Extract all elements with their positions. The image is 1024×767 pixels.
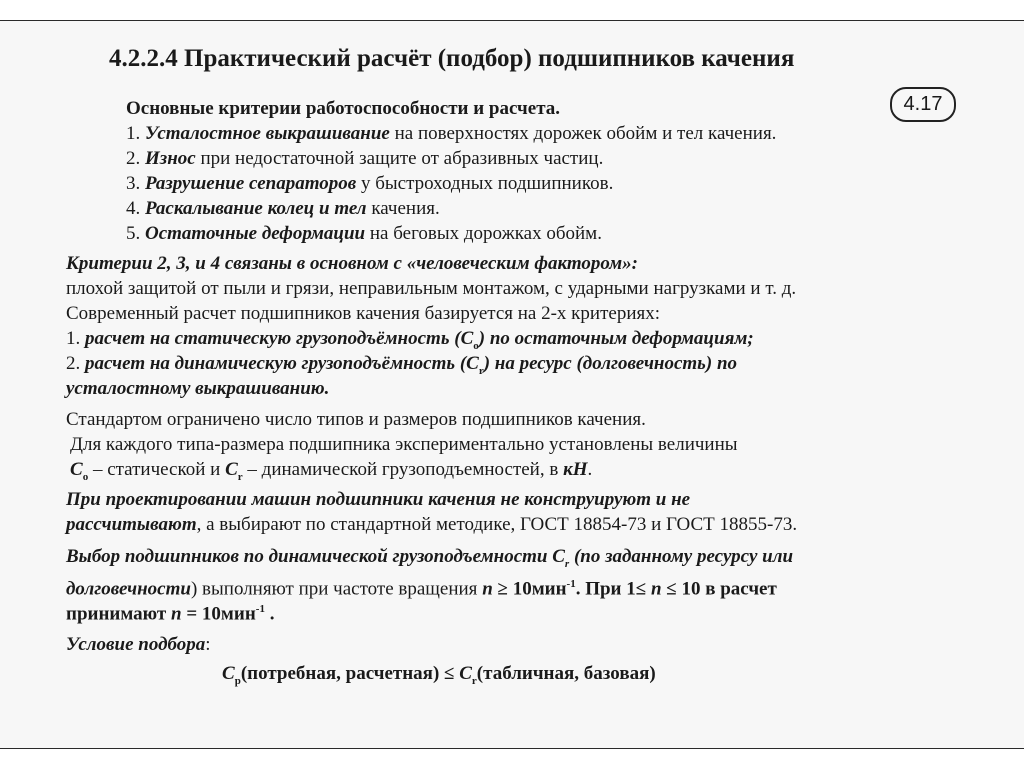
text: (потребная, расчетная) ≤ (240, 663, 460, 684)
design-text-2 (66, 514, 797, 536)
superscript: -1 (255, 603, 265, 615)
modern-calc-intro: Современный расчет подшипников качения базируется на 2-х критериях: (66, 303, 661, 324)
criteria-item (126, 148, 603, 170)
selection-text-2 (66, 573, 777, 600)
selection-text-3 (66, 598, 274, 625)
item-number: 4. (126, 198, 145, 219)
slide-number-badge: 4.17 (890, 87, 956, 122)
criteria-heading: Основные критерии работоспособности и расчета. (126, 98, 561, 119)
text: ≥ 10мин (492, 578, 567, 600)
text: : (205, 634, 211, 655)
item-term: Разрушение сепараторов (145, 173, 357, 194)
symbol-subscript: r (471, 674, 477, 687)
criteria-item (126, 173, 613, 195)
human-factor-heading: Критерии 2, 3, и 4 связаны в основном с «человеческим фактором»: (66, 253, 639, 274)
criteria-item (126, 198, 440, 220)
item-term: Раскалывание колец и тел (145, 198, 367, 219)
text: долговечности (66, 578, 191, 600)
criteria-item (126, 223, 602, 245)
text: ≤ 10 в расчет (661, 578, 777, 600)
item-number: 2. (66, 353, 85, 374)
item-number: 1. (126, 123, 145, 144)
symbol-subscript: r (564, 557, 570, 570)
text: – динамической грузоподъемностей, в (242, 459, 564, 480)
symbol-c: C (459, 663, 472, 684)
item-text: расчет на статическую грузоподъёмность ( (85, 328, 461, 349)
item-number: 5. (126, 223, 145, 244)
symbol-subscript: o (82, 470, 89, 483)
item-term: Усталостное выкрашивание (145, 123, 390, 144)
text: , а выбирают по стандартной методике, ГОСТ 18854-73 и ГОСТ 18855-73. (196, 514, 798, 535)
item-text: у быстроходных подшипников. (356, 173, 614, 194)
symbol-subscript: o (473, 339, 479, 352)
text: ) выполняют при частоте вращения (190, 578, 483, 600)
item-term: Остаточные деформации (145, 223, 366, 244)
item-text: на беговых дорожках обойм. (365, 223, 602, 244)
text: (по заданному ресурсу или (569, 546, 794, 567)
symbol-c: C (70, 459, 83, 480)
item-text: расчет на динамическую грузоподъёмность ( (85, 353, 467, 374)
standard-values-line (70, 459, 592, 488)
symbol-n: n (171, 603, 182, 625)
item-text: на поверхностях дорожек обойм и тел качения. (389, 123, 777, 144)
symbol-c: C (552, 546, 565, 567)
design-text: При проектировании машин подшипники качения не конструируют и не (66, 489, 691, 510)
item-term: Износ (145, 148, 196, 169)
selection-text (66, 546, 793, 575)
standard-text: Для каждого типа-размера подшипника экспериментально установлены величины (70, 434, 738, 455)
condition-heading (66, 634, 211, 656)
text: рассчитывают (66, 514, 197, 535)
condition-formula (222, 663, 656, 692)
item-text: при недостаточной защите от абразивных частиц. (195, 148, 604, 169)
text: принимают (66, 603, 172, 625)
item-number: 2. (126, 148, 145, 169)
slide-title: 4.2.2.4 Практический расчёт (подбор) подшипников качения (109, 45, 795, 72)
item-number: 1. (66, 328, 85, 349)
text: Выбор подшипников по динамической грузоподъемности (66, 546, 553, 567)
text: (табличная, базовая) (476, 663, 656, 684)
unit: кН (563, 459, 588, 480)
standard-text: Стандартом ограничено число типов и размеров подшипников качения. (66, 409, 646, 430)
item-text: ) на ресурс (долговечность) по (483, 353, 738, 374)
symbol-subscript: r (237, 470, 243, 483)
item-text: качения. (366, 198, 440, 219)
text: . При 1≤ (575, 578, 651, 600)
symbol-n: n (650, 578, 662, 600)
symbol-subscript: r (478, 364, 484, 377)
symbol-n: n (482, 578, 493, 600)
symbol-c: C (225, 459, 238, 480)
item-number: 3. (126, 173, 145, 194)
text: – статической и (88, 459, 226, 480)
modern-calc-item-dynamic-cont: усталостному выкрашиванию. (66, 378, 330, 399)
symbol-c: C (466, 353, 479, 374)
item-text: ) по остаточным деформациям; (478, 328, 754, 349)
criteria-item (126, 123, 776, 145)
superscript: -1 (566, 578, 576, 590)
text: . (587, 459, 593, 480)
human-factor-text: плохой защитой от пыли и грязи, неправильным монтажом, с ударными нагрузками и т. д. (66, 278, 797, 299)
symbol-c: C (460, 328, 474, 349)
bottom-border (0, 748, 1024, 749)
symbol-c: C (222, 663, 235, 684)
text: . (264, 603, 275, 625)
text: = 10мин (181, 603, 256, 625)
symbol-subscript: p (234, 674, 241, 687)
text: Условие подбора (66, 634, 206, 655)
